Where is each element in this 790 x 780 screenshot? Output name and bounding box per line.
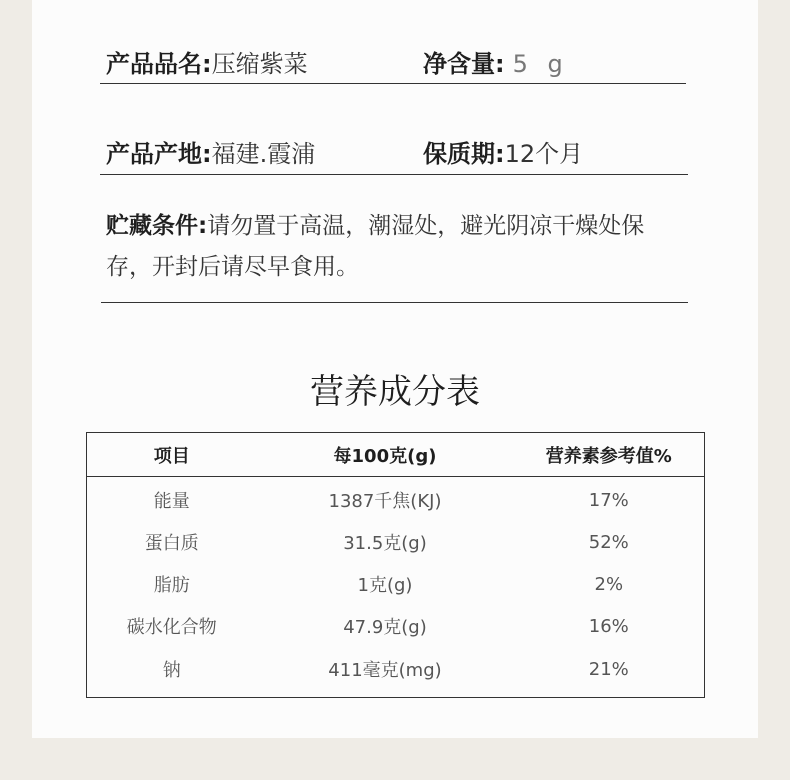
- header-per-100g: 每100克(g): [256, 433, 513, 477]
- cell-item: 脂肪: [153, 575, 190, 596]
- net-content-label: 净含量:: [423, 50, 505, 78]
- cell-amount: 1克(g): [357, 575, 413, 596]
- nutrition-table: [86, 432, 705, 698]
- nutrition-table-title: 营养成分表: [310, 372, 480, 412]
- cell-nrv: 16%: [588, 615, 629, 637]
- cell-amount: 31.5克(g): [343, 533, 427, 554]
- net-content-row: [423, 44, 569, 79]
- table-header-row: [87, 433, 705, 477]
- table-row: [87, 605, 705, 647]
- table-row: [87, 477, 705, 522]
- storage-value: 请勿置于高温，潮湿处，避光阴凉干燥处保存，开封后请尽早食用。: [106, 213, 645, 280]
- cell-nrv: 52%: [588, 531, 629, 553]
- shelf-life-value: 12个月: [504, 140, 584, 168]
- cell-nrv: 2%: [594, 573, 624, 595]
- origin-label: 产品产地:: [106, 140, 212, 168]
- shelf-life-label: 保质期:: [423, 140, 505, 168]
- table-row: [87, 521, 705, 563]
- cell-item: 能量: [153, 491, 190, 512]
- cell-nrv: 17%: [588, 489, 629, 511]
- cell-amount: 1387千焦(KJ): [328, 491, 442, 512]
- cell-item: 蛋白质: [144, 533, 199, 554]
- cell-item: 碳水化合物: [126, 617, 217, 638]
- net-content-value: 5 g: [512, 50, 569, 78]
- table-row: [87, 647, 705, 698]
- divider-2: [100, 174, 688, 175]
- header-item: 项目: [87, 433, 257, 477]
- header-nrv: 营养素参考值%: [514, 433, 705, 477]
- storage-label: 贮藏条件:: [106, 213, 208, 239]
- product-name-row: [106, 44, 308, 79]
- product-name-label: 产品品名:: [106, 50, 212, 78]
- divider-3: [101, 302, 688, 303]
- cell-amount: 411毫克(mg): [328, 660, 442, 681]
- product-name-value: 压缩紫菜: [211, 50, 308, 78]
- cell-amount: 47.9克(g): [343, 617, 427, 638]
- origin-value: 福建.霞浦: [211, 140, 316, 168]
- origin-row: [106, 134, 315, 169]
- cell-item: 钠: [162, 660, 181, 681]
- cell-nrv: 21%: [588, 658, 629, 680]
- storage-conditions: [106, 206, 676, 288]
- shelf-life-row: [423, 134, 583, 169]
- divider-1: [100, 83, 686, 84]
- table-row: [87, 563, 705, 605]
